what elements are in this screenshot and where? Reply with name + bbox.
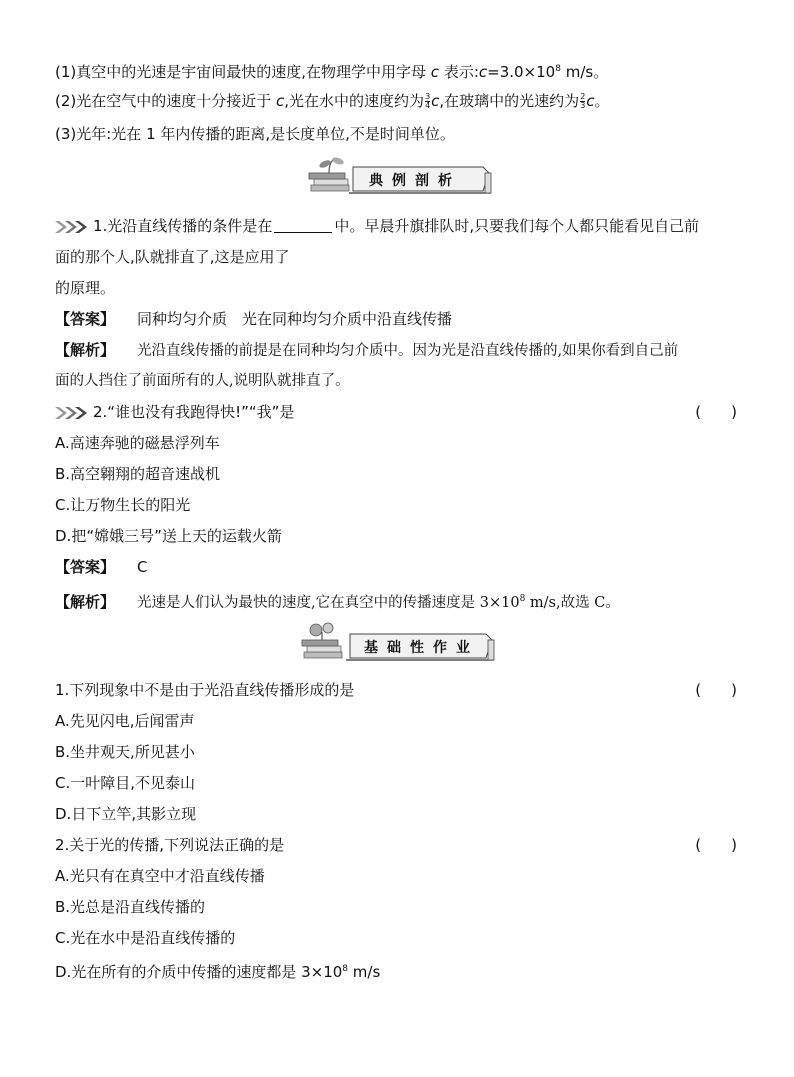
homework-2-option-b: B.光总是沿直线传播的 bbox=[55, 898, 206, 916]
analysis-label: 【解析】 bbox=[55, 592, 116, 611]
homework-1-question: 1.下列现象中不是由于光沿直线传播形成的是 ( ) bbox=[55, 676, 745, 704]
intro-line-2: (2)光在空气中的速度十分接近于 c,光在水中的速度约为 $\frac{3}{4}$ c,在玻璃中的光速约为 $\frac{2}{3}$ c。 bbox=[55, 92, 610, 110]
example-2-option-d: D.把“嫦娥三号”送上天的运载火箭 bbox=[55, 527, 282, 545]
homework-1-option-c: C.一叶障目,不见泰山 bbox=[55, 774, 196, 792]
homework-1-option-a: A.先见闪电,后闻雷声 bbox=[55, 712, 195, 730]
fraction-three-quarters: $\frac{3}{4}$ bbox=[425, 92, 431, 110]
answer-parentheses: ( ) bbox=[695, 836, 737, 854]
section-banner-homework bbox=[298, 620, 498, 666]
example-1-question-line-2: 面的那个人,队就排直了,这是应用了 bbox=[55, 248, 290, 266]
answer-label: 【答案】 bbox=[55, 310, 116, 328]
example-2-analysis: 【解析】 光速是人们认为最快的速度,它在真空中的传播速度是 $3\times 10^8$ m/s,故选 C。 bbox=[55, 592, 620, 611]
triple-chevron-icon bbox=[55, 406, 91, 420]
banner-title: 基础性作业 bbox=[364, 640, 479, 656]
intro-line-1: (1)真空中的光速是宇宙间最快的速度,在物理学中用字母 c 表示$:c=3.0\times 10^8$ m/s。 bbox=[55, 63, 609, 81]
answer-parentheses: ( ) bbox=[695, 681, 737, 699]
example-1-answer: 【答案】 同种均匀介质 光在同种均匀介质中沿直线传播 bbox=[55, 310, 453, 328]
example-1-analysis-line-2: 面的人挡住了前面所有的人,说明队就排直了。 bbox=[55, 373, 350, 389]
example-1-question: 1.光沿直线传播的条件是在 中。早晨升旗排队时,只要我们每个人都只能看见自己前 bbox=[55, 212, 745, 240]
example-2-option-c: C.让万物生长的阳光 bbox=[55, 496, 191, 514]
analysis-label: 【解析】 bbox=[55, 341, 116, 359]
example-2-option-b: B.高空翱翔的超音速战机 bbox=[55, 465, 221, 483]
homework-1-option-b: B.坐井观天,所见甚小 bbox=[55, 743, 195, 761]
answer-label: 【答案】 bbox=[55, 558, 116, 576]
homework-1-option-d: D.日下立竿,其影立现 bbox=[55, 805, 197, 823]
homework-2-option-c: C.光在水中是沿直线传播的 bbox=[55, 929, 236, 947]
intro-line-3: (3)光年:光在 1 年内传播的距离,是长度单位,不是时间单位。 bbox=[55, 125, 455, 143]
fraction-two-thirds: $\frac{2}{3}$ bbox=[580, 92, 586, 110]
answer-parentheses: ( ) bbox=[695, 403, 737, 421]
example-2-answer: 【答案】 C bbox=[55, 558, 148, 576]
example-1-question-line-3: 的原理。 bbox=[55, 279, 116, 297]
triple-chevron-icon bbox=[55, 220, 91, 234]
example-1-analysis: 【解析】 光沿直线传播的前提是在同种均匀介质中。因为光是沿直线传播的,如果你看到自己前 bbox=[55, 341, 679, 359]
section-banner-examples bbox=[305, 155, 495, 199]
example-2-question: 2.“谁也没有我跑得快!”“我”是 ( ) bbox=[55, 398, 745, 426]
homework-2-question: 2.关于光的传播,下列说法正确的是 ( ) bbox=[55, 831, 745, 859]
example-2-option-a: A.高速奔驰的磁悬浮列车 bbox=[55, 434, 220, 452]
banner-title: 典例剖析 bbox=[369, 173, 461, 189]
homework-2-option-a: A.光只有在真空中才沿直线传播 bbox=[55, 867, 265, 885]
homework-2-option-d: D.光在所有的介质中传播的速度都是 $3\times 10^8$ m/s bbox=[55, 963, 381, 981]
answer-blank bbox=[274, 216, 332, 233]
